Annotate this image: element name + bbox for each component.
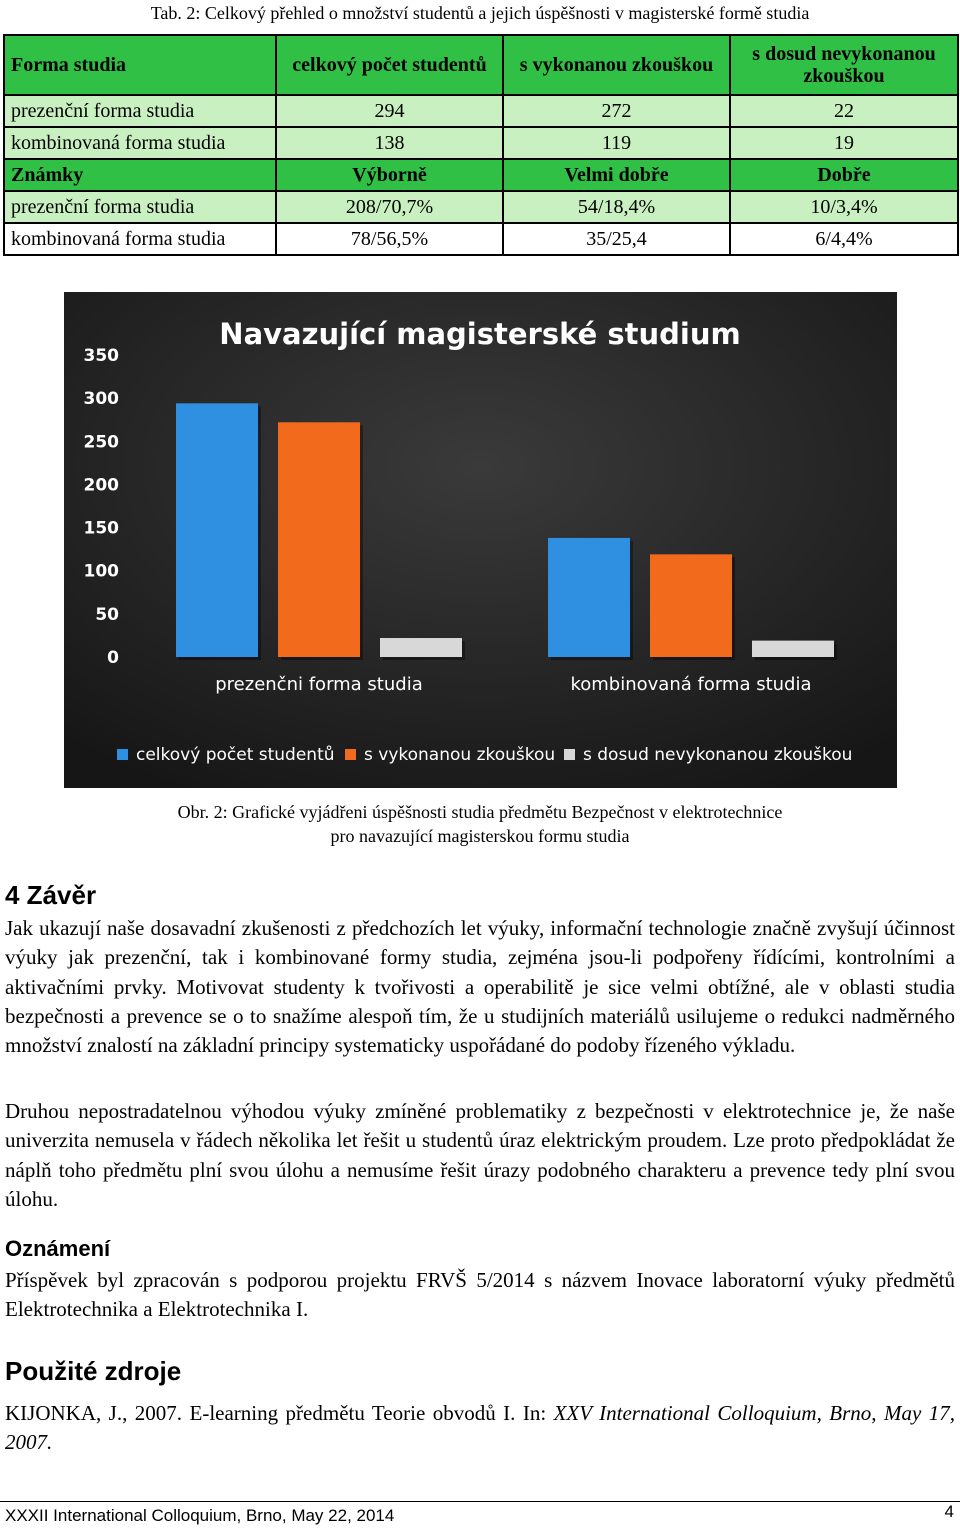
table-cell: 22 <box>730 95 958 127</box>
header-cell: Výborně <box>276 159 503 191</box>
header-cell: Známky <box>4 159 276 191</box>
header-cell: celkový počet studentů <box>276 35 503 95</box>
table-cell: 119 <box>503 127 730 159</box>
figure-caption-line: pro navazující magisterskou formu studia <box>330 826 630 846</box>
header-cell: s vykonanou zkouškou <box>503 35 730 95</box>
table-row <box>4 223 958 255</box>
header-cell: Velmi dobře <box>503 159 730 191</box>
reference-entry <box>5 1399 955 1458</box>
y-tick-label: 150 <box>83 518 119 539</box>
y-tick-label: 100 <box>83 561 119 582</box>
figure-caption-line: Obr. 2: Grafické vyjádřeni úspěšnosti studia předmětu Bezpečnost v elektrotechnice <box>177 802 783 822</box>
table-cell: 138 <box>276 127 503 159</box>
header-cell: Forma studia <box>4 35 276 95</box>
bar <box>380 638 462 657</box>
legend-label: celkový počet studentů <box>136 745 335 765</box>
table-cell: 78/56,5% <box>276 223 503 255</box>
legend-swatch <box>564 749 575 760</box>
y-tick-label: 0 <box>107 648 119 668</box>
bar-chart <box>64 292 897 788</box>
y-tick-label: 200 <box>83 475 119 496</box>
table-cell: 6/4,4% <box>730 223 958 255</box>
table-cell: kombinovaná forma studia <box>4 127 276 159</box>
footer-divider <box>0 1501 960 1502</box>
results-table <box>3 34 959 256</box>
chart-legend <box>117 745 852 765</box>
section-heading: 4 Závěr <box>5 880 97 910</box>
table-row <box>4 191 958 223</box>
table-cell: 54/18,4% <box>503 191 730 223</box>
table-cell: prezenční forma studia <box>4 191 276 223</box>
y-tick-label: 300 <box>83 389 119 410</box>
table-cell: prezenční forma studia <box>4 95 276 127</box>
legend-swatch <box>345 749 356 760</box>
legend-label: s vykonanou zkouškou <box>364 745 556 765</box>
header-cell: Dobře <box>730 159 958 191</box>
table-header-row <box>4 35 958 95</box>
table-cell: kombinovaná forma studia <box>4 223 276 255</box>
table-cell: 35/25,4 <box>503 223 730 255</box>
page-number: 4 <box>944 1502 954 1521</box>
table-header-row <box>4 159 958 191</box>
x-tick-label: prezenčni forma studia <box>215 674 423 695</box>
header-cell: s dosud nevykonanou zkouškou <box>730 35 958 95</box>
paragraph: Jak ukazují naše dosavadní zkušenosti z předchozích let výuky, informační technologie značně zvyšují účinnost výuky jak prezenční, tak i kombinované formy studia, zejména jsou-li podpořeny řídícími, kontrolními a aktivačními prvky. Motivovat studenty k tvořivosti a operabilitě je sice velmi obtížné, ale v oblasti studia bezpečnosti a prevence se o to snažíme alespoň tím, že u studijních materiálů usilujeme o redukci nadměrného množství znalostí na základní principy systematicky uspořádané do podoby řízeného výkladu. <box>5 916 955 1058</box>
bar <box>548 538 630 657</box>
y-tick-label: 50 <box>95 604 119 625</box>
chart-title: Navazující magisterské studium <box>219 317 741 351</box>
table-cell: 10/3,4% <box>730 191 958 223</box>
reference-plain: KIJONKA, J., 2007. E-learning předmětu Teorie obvodů I. In: <box>5 1401 554 1425</box>
acknowledgement-heading: Oznámení <box>5 1236 111 1261</box>
bar <box>176 403 258 657</box>
table-cell: 294 <box>276 95 503 127</box>
acknowledgement-text: Příspěvek byl zpracován s podporou projektu FRVŠ 5/2014 s názvem Inovace laboratorní výuky předmětů Elektrotechnika a Elektrotechnika I. <box>5 1268 955 1322</box>
table-cell: 272 <box>503 95 730 127</box>
table-cell: 208/70,7% <box>276 191 503 223</box>
table-row <box>4 95 958 127</box>
table-cell: 19 <box>730 127 958 159</box>
y-tick-label: 250 <box>83 432 119 453</box>
legend-swatch <box>117 749 128 760</box>
reference-italic: XXV International Colloquium, Brno, May 17, 2007. <box>5 1401 955 1455</box>
bar <box>752 641 834 657</box>
figure-caption <box>0 800 960 848</box>
table-row <box>4 127 958 159</box>
references-heading: Použité zdroje <box>5 1356 182 1386</box>
paragraph: Druhou nepostradatelnou výhodou výuky zmíněné problematiky z bezpečnosti v elektrotechnice je, že naše univerzita nemusela v řádech několika let řešit u studentů úraz elektrickým proudem. Lze proto předpokládat že náplň toho předmětu plní svou úlohu a nemusíme řešit úrazy podobného charakteru a prevence tedy plní svou úlohu. <box>5 1099 955 1211</box>
x-tick-label: kombinovaná forma studia <box>570 674 812 695</box>
bar <box>650 554 732 657</box>
bar <box>278 422 360 657</box>
legend-label: s dosud nevykonanou zkouškou <box>583 745 853 765</box>
chart-svg <box>64 292 897 788</box>
y-tick-label: 350 <box>83 346 119 366</box>
footer-conference: XXXII International Colloquium, Brno, May 22, 2014 <box>5 1506 395 1525</box>
table-caption: Tab. 2: Celkový přehled o množství studentů a jejich úspěšnosti v magisterské formě studia <box>150 3 810 23</box>
